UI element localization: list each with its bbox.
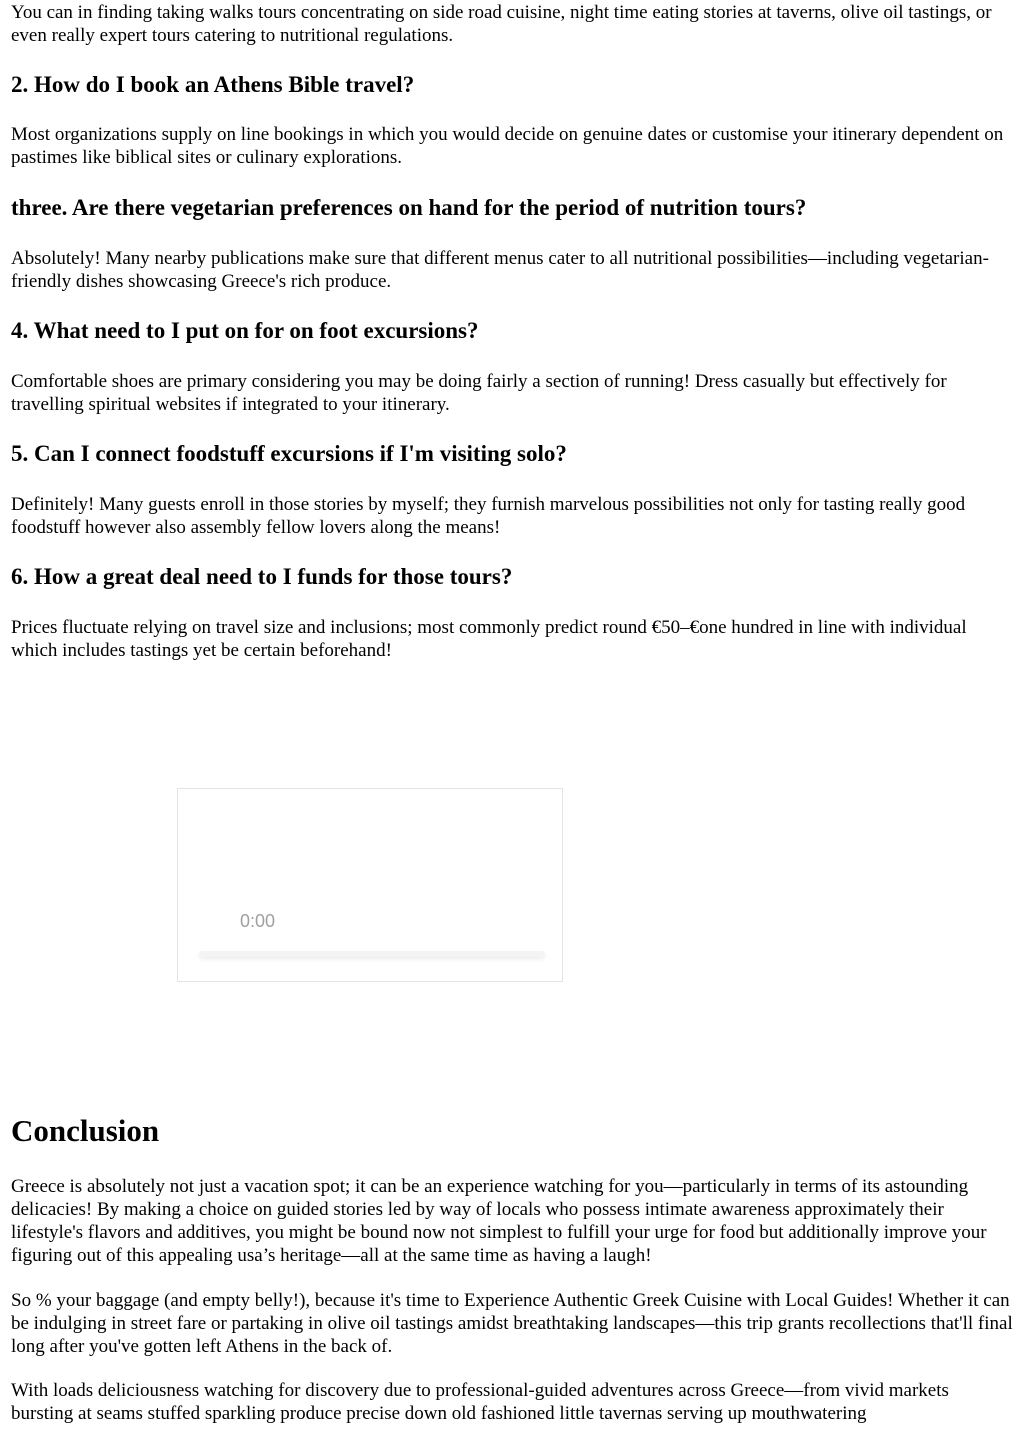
faq-answer-6: Prices fluctuate relying on travel size and inclusions; most commonly predict round €50–€one hundred in line with individual which includes tastings yet be certain beforehand!: [11, 617, 967, 661]
conclusion-paragraph-3: With loads deliciousness watching for discovery due to professional-guided adventures across Greece—from vivid markets bursting at seams stuffed sparkling produce precise down old fashioned little tavernas serving up mouthwatering: [11, 1380, 949, 1424]
faq-answer-5: Definitely! Many guests enroll in those stories by myself; they furnish marvelous possibilities not only for tasting really good foodstuff however also assembly fellow lovers along the means!: [11, 494, 966, 538]
conclusion-paragraph-2: So % your baggage (and empty belly!), because it's time to Experience Authentic Greek Cuisine with Local Guides! Whether it can be indulging in street fare or partaking in olive oil tastings amidst breathtaking landscapes—this trip grants recollections that'll final long after you've gotten left Athens in the back of.: [11, 1290, 1013, 1357]
audio-progress-bar[interactable]: [199, 951, 545, 957]
audio-time-display: 0:00: [240, 911, 276, 931]
faq-question-4: 4. What need to I put on for on foot excursions?: [11, 318, 479, 343]
faq-question-2: 2. How do I book an Athens Bible travel?: [11, 72, 415, 97]
faq-intro-answer: You can in finding taking walks tours concentrating on side road cuisine, night time eating stories at taverns, olive oil tastings, or even really expert tours catering to nutritional regulations.: [11, 2, 992, 46]
faq-question-3: three. Are there vegetarian preferences on hand for the period of nutrition tours?: [11, 195, 807, 220]
conclusion-paragraph-1: Greece is absolutely not just a vacation spot; it can be an experience watching for you—particularly in terms of its astounding delicacies! By making a choice on guided stories led by way of locals who possess intimate awareness approximately their lifestyle's flavors and additives, you might be bound now not simplest to fulfill your urge for food but additionally improve your figuring out of this appealing usa’s heritage—all at the same time as having a laugh!: [11, 1176, 987, 1266]
conclusion-heading: Conclusion: [11, 1113, 160, 1148]
faq-answer-2: Most organizations supply on line bookings in which you would decide on genuine dates or customise your itinerary dependent on pastimes like biblical sites or culinary explorations.: [11, 124, 1004, 168]
faq-question-5: 5. Can I connect foodstuff excursions if I'm visiting solo?: [11, 441, 567, 466]
faq-answer-3: Absolutely! Many nearby publications make sure that different menus cater to all nutritional possibilities—including vegetarian-friendly dishes showcasing Greece's rich produce.: [11, 248, 989, 292]
audio-player[interactable]: [177, 788, 563, 982]
faq-question-6: 6. How a great deal need to I funds for those tours?: [11, 564, 513, 589]
faq-answer-4: Comfortable shoes are primary considering you may be doing fairly a section of running! Dress casually but effectively for travelling spiritual websites if integrated to your itinerary.: [11, 371, 947, 415]
